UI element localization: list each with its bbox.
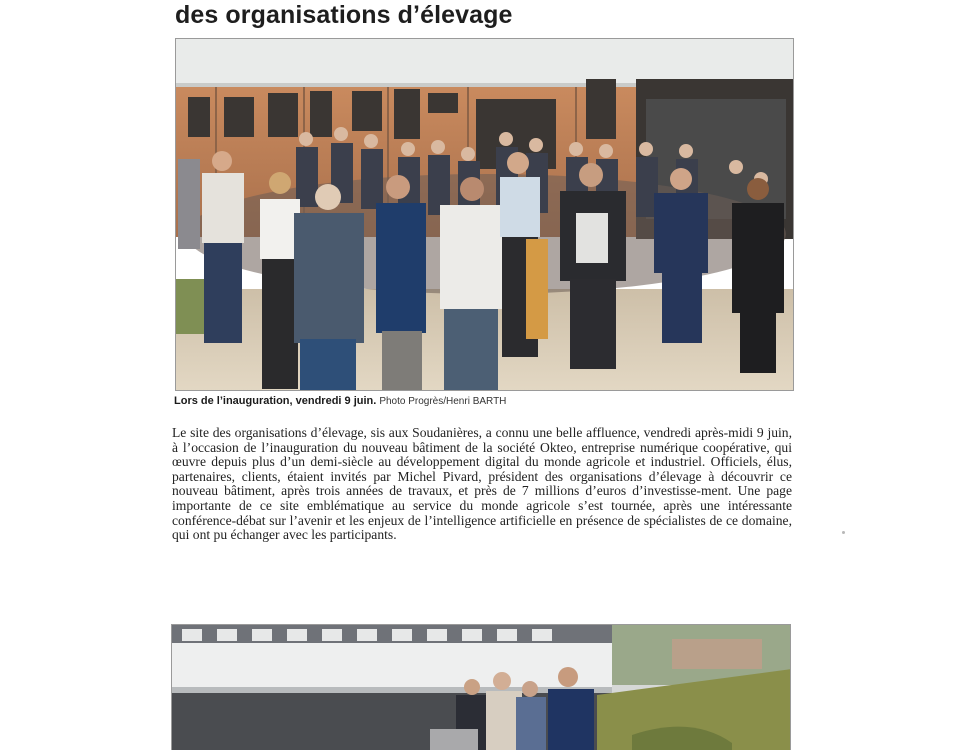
speakers-photo <box>171 624 791 750</box>
caption-text: Lors de l’inauguration, vendredi 9 juin. <box>174 395 377 407</box>
scan-speck <box>842 531 845 534</box>
photo-caption <box>174 393 506 410</box>
article-body: Le site des organisations d’élevage, sis aux Soudanières, a connu une belle affluence, vendredi après-midi 9 juin, à l’occasion de l’inauguration du nouveau bâtiment de la société Okteo, entreprise numérique coopérative, qui œuvre depuis plus d’un demi-siècle au développement digital du monde agricole et industriel. Officiels, élus, partenaires, clients, étaient invités par Michel Pivard, président des organisations d’élevage à découvrir ce nouveau bâtiment, après trois années de travaux, et près de 7 millions d’euros d’investisse-ment. Une page importante de ce site emblématique au service du monde agricole s’est tournée, après une intéressante conférence-débat sur l’avenir et les enjeux de l’intelligence artificielle en présence de spécialistes de ce domaine, qui ont pu échanger avec les participants. <box>172 425 792 543</box>
inauguration-crowd-photo <box>175 38 794 391</box>
photo-credit: Photo Progrès/Henri BARTH <box>379 396 507 407</box>
article-headline: des organisations d’élevage <box>175 1 513 29</box>
